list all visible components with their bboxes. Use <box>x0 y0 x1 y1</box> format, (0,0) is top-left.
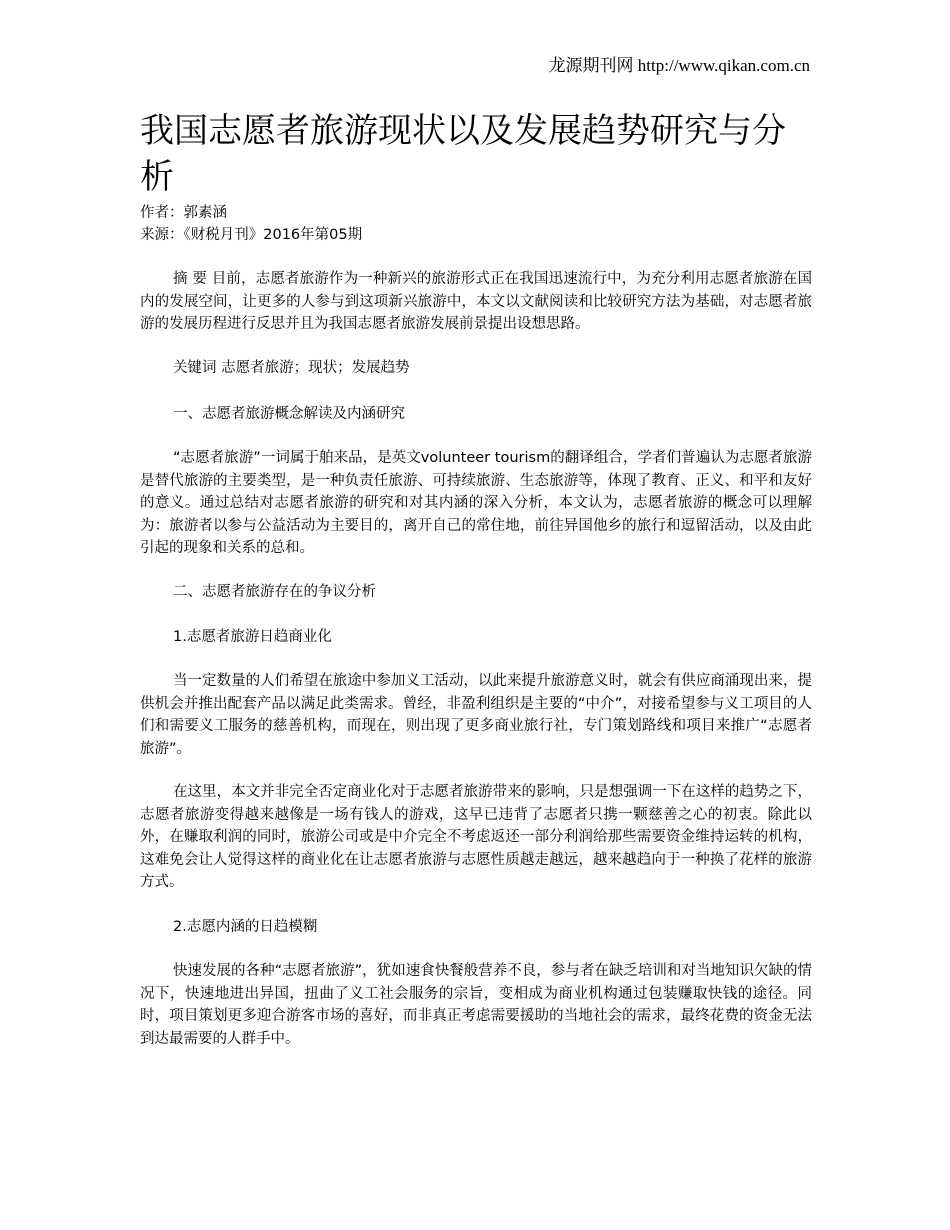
abstract-paragraph: 摘 要 目前，志愿者旅游作为一种新兴的旅游形式正在我国迅速流行中，为充分利用志愿者旅游在国内的发展空间，让更多的人参与到这项新兴旅游中，本文以文献阅读和比较研究方法为基础，对志愿者旅游的发展历程进行反思并且为我国志愿者旅游发展前景提出设想思路。 <box>140 271 812 332</box>
source-line: 来源：《财税月刊》2016年第05期 <box>140 227 363 243</box>
subsection-1-paragraph-2: 在这里，本文并非完全否定商业化对于志愿者旅游带来的影响，只是想强调一下在这样的趋势之下，志愿者旅游变得越来越像是一场有钱人的游戏，这早已违背了志愿者只携一颗慈善之心的初衷。除此以外，在赚取利润的同时，旅游公司或是中介完全不考虑返还一部分利润给那些需要资金维持运转的机构，这难免会让人觉得这样的商业化在让志愿者旅游与志愿性质越走越远，越来越趋向于一种换了花样的旅游方式。 <box>140 784 812 890</box>
article-title: 我国志愿者旅游现状以及发展趋势研究与分析 <box>140 111 786 197</box>
section-2-heading: 二、志愿者旅游存在的争议分析 <box>173 584 376 600</box>
keywords-line: 关键词 志愿者旅游；现状；发展趋势 <box>173 360 410 376</box>
site-header: 龙源期刊网 http://www.qikan.com.cn <box>548 56 810 75</box>
subsection-1-heading: 1.志愿者旅游日趋商业化 <box>173 629 332 645</box>
author-line: 作者：郭素涵 <box>140 205 227 221</box>
section-1-paragraph: “志愿者旅游”一词属于舶来品，是英文volunteer tourism的翻译组合，学者们普遍认为志愿者旅游是替代旅游的主要类型，是一种负责任旅游、可持续旅游、生态旅游等，体现了教育、正义、和平和友好的意义。通过总结对志愿者旅游的研究和对其内涵的深入分析，本文认为，志愿者旅游的概念可以理解为：旅游者以参与公益活动为主要目的，离开自己的常住地，前往异国他乡的旅行和逗留活动，以及由此引起的现象和关系的总和。 <box>140 450 812 556</box>
subsection-2-heading: 2.志愿内涵的日趋模糊 <box>173 919 318 935</box>
section-1-heading: 一、志愿者旅游概念解读及内涵研究 <box>173 406 405 422</box>
subsection-1-paragraph-1: 当一定数量的人们希望在旅途中参加义工活动，以此来提升旅游意义时，就会有供应商涌现出来，提供机会并推出配套产品以满足此类需求。曾经，非盈利组织是主要的“中介”，对接希望参与义工项目的人们和需要义工服务的慈善机构，而现在，则出现了更多商业旅行社，专门策划路线和项目来推广“志愿者旅游”。 <box>140 673 812 757</box>
subsection-2-paragraph-1: 快速发展的各种“志愿者旅游”，犹如速食快餐般营养不良，参与者在缺乏培训和对当地知识欠缺的情况下，快速地进出异国，扭曲了义工社会服务的宗旨，变相成为商业机构通过包装赚取快钱的途径。同时，项目策划更多迎合游客市场的喜好，而非真正考虑需要援助的当地社会的需求，最终花费的资金无法到达最需要的人群手中。 <box>140 963 812 1047</box>
